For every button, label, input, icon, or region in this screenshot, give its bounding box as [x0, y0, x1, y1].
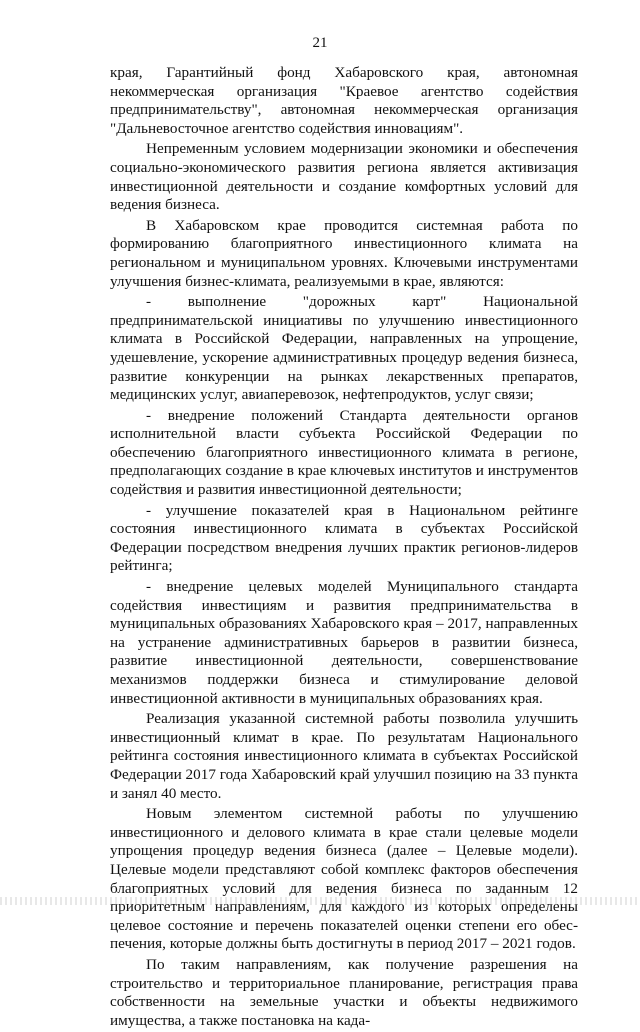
- paragraph-2: Непременным условием модернизации экономики и обеспечения социально-экономического развития региона является активизация инвестиционной деятельности и создание комфортных условий для ведения бизнеса.: [110, 140, 578, 214]
- page-number: 21: [312, 35, 328, 51]
- list-item-municipal-models: - внедрение целевых моделей Муниципального стандарта содействия инвестициям и развития предпринимательства в муниципальных образованиях Хабаровского края – 2017, направленных на устранение административных барьеров в развитии бизнеса, развитие инвестиционной деятельности, совершенствование механизмов поддержки бизнеса и стимулирование деловой инвестиционной активности в муниципальных образованиях края.: [110, 578, 578, 707]
- list-item-rating: - улучшение показателей края в Национальном рейтинге состояния инвестиционного климата в субъектах Российской Федерации посредством внедрения лучших практик регионов-лидеров рейтинга;: [110, 501, 578, 575]
- body-text: [110, 64, 578, 1032]
- paragraph-10: По таким направлениям, как получение разрешения на строительство и территориальное планирование, регистрация права собственности на земельные участки и объекты недвижимого имущества, а также постановка на када-: [110, 955, 578, 1029]
- list-item-roadmaps: - выполнение "дорожных карт" Национальной предпринимательской инициативы по улучшению инвестиционного климата в Российской Федерации, направленных на упрощение, удешевление, ускорение административных процедур ведения бизнеса, развитие конкуренции на рынках лекарственных препаратов, медицинских услуг, авиаперевозок, нефтепродуктов, услуг связи;: [110, 293, 578, 404]
- paragraph-3: В Хабаровском крае проводится системная работа по формированию благоприятного инвестиционного климата на региональном и муниципальном уровнях. Ключевыми инструментами улучшения бизнес-климата, реализуемыми в крае, являются:: [110, 216, 578, 290]
- paragraph-8: Реализация указанной системной работы позволила улучшить инвестиционный климат в крае. По результатам Национального рейтинга состояния инвестиционного климата в субъектах Российской Федерации 2017 года Хабаровский край улучшил позицию на 33 пункта и занял 40 место.: [110, 710, 578, 802]
- list-item-standard: - внедрение положений Стандарта деятельности органов исполнительной власти субъекта Российской Федерации по обеспечению благоприятного инвестиционного климата в регионе, предполагающих создание в крае ключевых институтов и инструментов содействия и развития инвестиционной деятельности;: [110, 406, 578, 499]
- scan-noise-strip: [0, 897, 640, 905]
- paragraph-1: края, Гарантийный фонд Хабаровского края, автономная некоммерческая организация "Краевое агентство содействия предпринимательству", автономная некоммерческая организация "Дальневосточное агентство содействия инновациям".: [110, 64, 578, 137]
- paragraph-9: Новым элементом системной работы по улучшению инвестиционного и делового климата в крае стали целевые модели упрощения процедур ведения бизнеса (далее – Целевые модели). Целевые модели представляют собой комплекс факторов обеспечения благоприятных условий для ведения бизнеса по заданным 12 приоритетным направлениям, для каждого из которых определены целевое состояние и перечень показателей оценки степени его обеспечения, которые должны быть достигнуты в период 2017 – 2021 годов.: [110, 805, 578, 953]
